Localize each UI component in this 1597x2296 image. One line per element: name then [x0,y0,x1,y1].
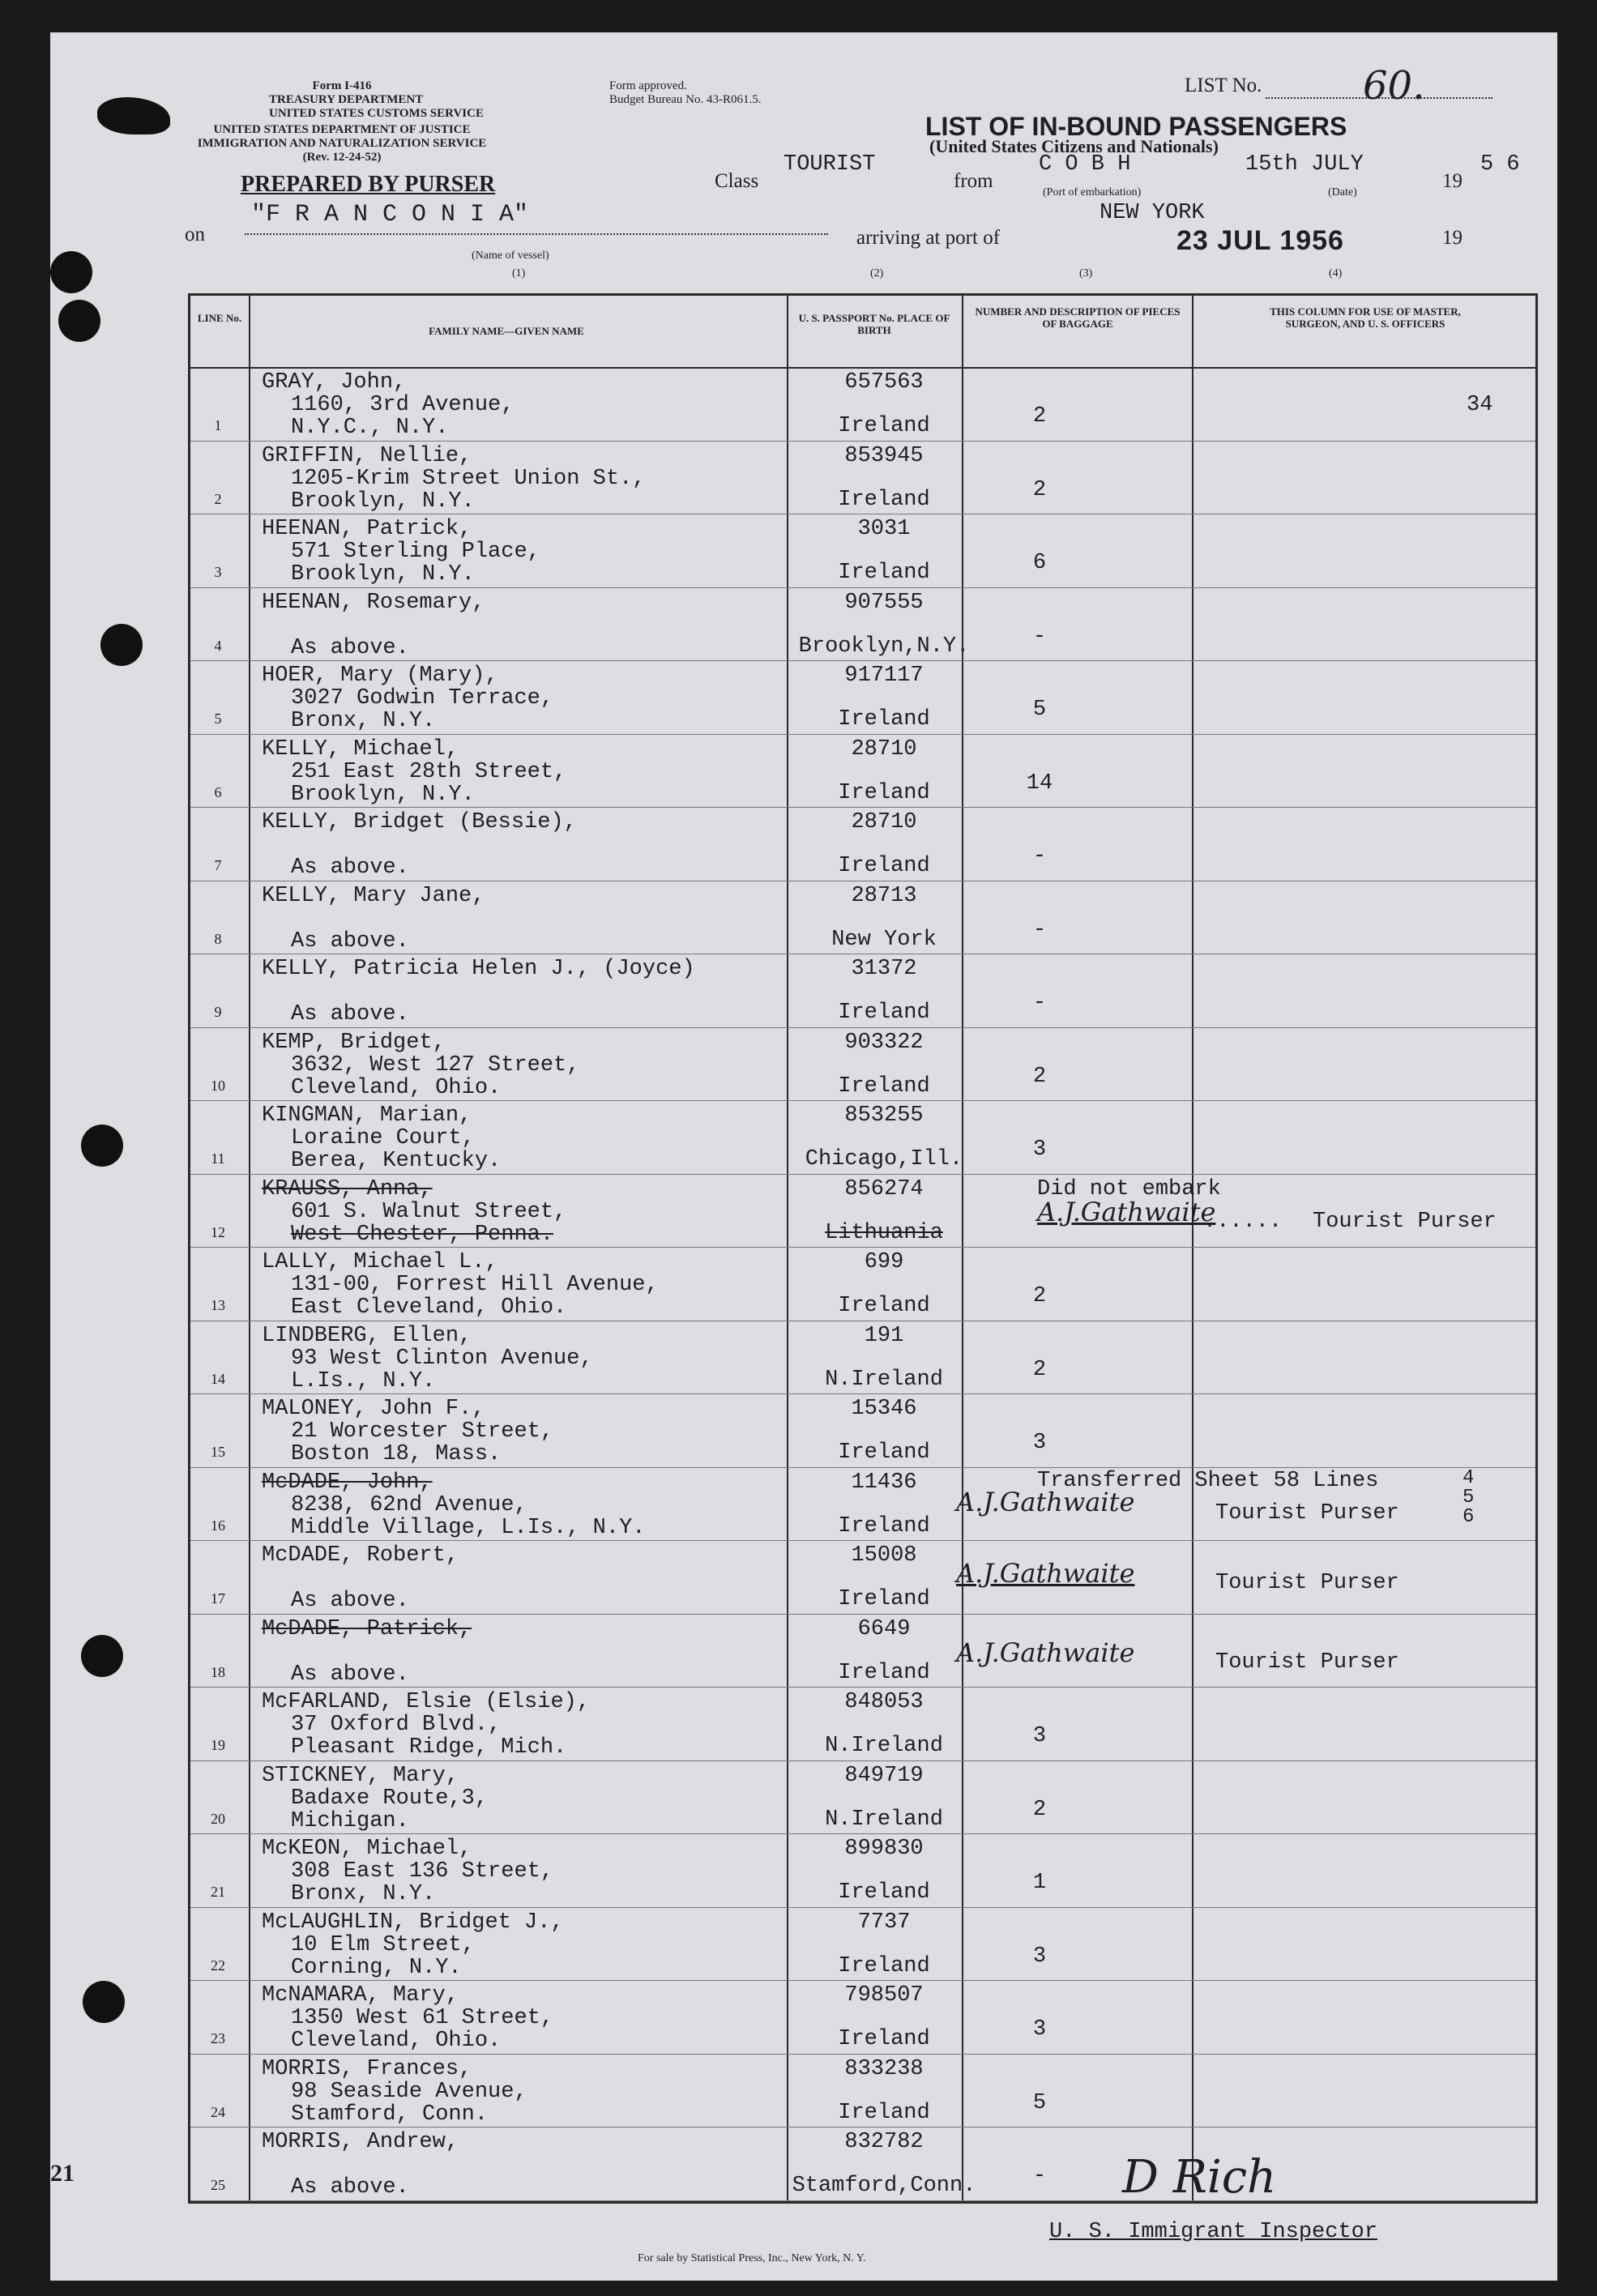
officer-count: 34 [1467,393,1493,417]
passenger-name: KELLY, Bridget (Bessie), [262,810,577,834]
passenger-address: 8238, 62nd Avenue, [291,1492,527,1517]
passenger-name: MALONEY, John F., [262,1397,485,1421]
col-header-line: LINE No. [197,312,242,324]
passenger-name: KELLY, Michael, [262,736,459,762]
line-number: 4 [214,637,222,654]
passenger-address: 601 S. Walnut Street, [291,1199,567,1224]
passenger-city: Cleveland, Ohio. [291,1075,502,1100]
line-number: 9 [214,1004,222,1020]
date-caption: (Date) [1328,186,1357,198]
place-of-birth: N.Ireland [825,1807,943,1832]
place-of-birth: Brooklyn,N.Y. [798,634,970,659]
col-num-3: (3) [1079,267,1093,280]
line-number: 24 [211,2103,225,2120]
purser-signature: A.J.Gathwaite [956,1637,1135,1668]
place-of-birth: Ireland [838,854,930,878]
passenger-address: 37 Oxford Blvd., [291,1713,502,1737]
passenger-name: McKEON, Michael, [262,1837,472,1861]
list-no-label: LIST No. [1185,75,1262,96]
passenger-address: 131-00, Forrest Hill Avenue, [291,1273,659,1297]
treasury-dept: TREASURY DEPARTMENT [269,93,424,106]
col-num-1: (1) [512,267,526,280]
passenger-city: Boston 18, Mass. [291,1442,502,1466]
line-number: 8 [214,930,222,947]
passenger-name: LINDBERG, Ellen, [262,1323,472,1348]
passenger-address: 1160, 3rd Avenue, [291,393,515,417]
row-divider [190,1247,1535,1248]
line-number: 13 [211,1297,225,1313]
line-number: 15 [211,1444,225,1460]
passenger-city: Brooklyn, N.Y. [291,782,475,807]
passport-number: 7737 [857,1910,911,1935]
line-number: 2 [214,490,222,507]
form-approved: Form approved. [609,79,687,92]
place-of-birth: Ireland [838,2027,930,2051]
passport-number: 28710 [851,736,917,762]
passenger-city: As above. [291,1662,409,1687]
class-value: TOURIST [784,152,876,177]
baggage-count: 5 [1032,2090,1047,2115]
row-divider [190,1540,1535,1541]
passenger-address: Loraine Court, [291,1126,475,1150]
place-of-birth: Ireland [838,1294,930,1318]
row-divider [190,734,1535,735]
passenger-city: As above. [291,635,409,660]
passenger-name: McNAMARA, Mary, [262,1983,459,2008]
passenger-name: LALLY, Michael L., [262,1250,498,1274]
printer-footer: For sale by Statistical Press, Inc., New York, N. Y. [638,2252,866,2264]
binder-hole [83,1981,125,2023]
baggage-count: - [1032,917,1047,942]
place-of-birth: Ireland [838,1440,930,1465]
passport-number: 699 [864,1250,904,1274]
passenger-city: Cleveland, Ohio. [291,2029,502,2053]
passenger-name: KELLY, Mary Jane, [262,883,485,908]
passenger-name: HEENAN, Patrick, [262,517,472,541]
passenger-city: As above. [291,928,409,954]
passport-number: 848053 [844,1690,924,1714]
row-divider [190,1027,1535,1028]
passenger-city: Berea, Kentucky. [291,1149,502,1173]
passport-number: 657563 [844,370,924,395]
vessel-line [245,233,828,235]
place-of-birth: N.Ireland [825,1734,943,1758]
line-number: 12 [211,1223,225,1240]
inspector-signature: D Rich [1122,2151,1277,2204]
arrival-year-prefix: 19 [1442,227,1462,249]
tourist-purser-label: Tourist Purser [1215,1501,1399,1526]
passenger-address: 21 Worcester Street, [291,1419,554,1444]
purser-signature: A.J.Gathwaite [956,1558,1135,1589]
passenger-table [188,293,1538,2204]
passenger-name: KRAUSS, Anna, [262,1176,433,1201]
arriving-label: arriving at port of [856,227,1001,249]
on-label: on [185,224,205,245]
passenger-city: L.Is., N.Y. [291,1368,436,1393]
baggage-count: 3 [1032,1944,1047,1969]
binder-hole [81,1125,123,1167]
passenger-name: McDADE, John, [262,1470,433,1495]
line-number: 21 [211,1884,225,1900]
place-of-birth: N.Ireland [825,1367,943,1392]
passenger-address: 1350 West 61 Street, [291,2006,554,2030]
passenger-name: MORRIS, Andrew, [262,2130,459,2154]
transfer-line: 6 [1462,1506,1475,1528]
from-label: from [954,170,993,192]
place-of-birth: New York [831,927,937,952]
place-of-birth: Ireland [838,487,930,512]
place-of-birth: Chicago,Ill. [805,1147,963,1171]
baggage-count: 2 [1032,1357,1047,1382]
justice-dept: UNITED STATES DEPARTMENT OF JUSTICE [213,123,471,136]
passport-number: 15346 [851,1397,917,1421]
passenger-name: GRIFFIN, Nellie, [262,443,472,468]
year-prefix: 19 [1442,170,1462,192]
line-number: 11 [211,1150,225,1167]
passenger-name: KINGMAN, Marian, [262,1103,472,1128]
passenger-name: STICKNEY, Mary, [262,1763,459,1788]
transfer-lines [1462,1469,1474,1527]
passport-number: 798507 [844,1983,924,2008]
purser-signature: A.J.Gathwaite [1037,1197,1216,1227]
col-divider [1192,296,1193,2201]
passenger-city: As above. [291,856,409,880]
place-of-birth: Ireland [838,1073,930,1099]
passenger-address: 251 East 28th Street, [291,759,567,784]
passport-number: 899830 [844,1837,924,1861]
passenger-address: 1205-Krim Street Union St., [291,466,646,491]
passenger-city: Corning, N.Y. [291,1955,462,1980]
passenger-address: 98 Seaside Avenue, [291,2079,527,2104]
baggage-count: 14 [1026,770,1053,796]
passenger-name: KELLY, Patricia Helen J., (Joyce) [262,957,695,981]
place-of-birth: Ireland [838,1660,930,1685]
passport-number: 28713 [851,883,917,908]
row-divider [190,441,1535,442]
line-number: 16 [211,1517,225,1534]
line-number: 3 [214,564,222,580]
baggage-count: 6 [1032,551,1047,575]
passenger-address: 3632, West 127 Street, [291,1052,580,1078]
line-number: 19 [211,1737,225,1753]
baggage-count: 3 [1032,2017,1047,2042]
form-number: Form I-416 [312,79,372,92]
passenger-address: 93 West Clinton Avenue, [291,1346,593,1371]
baggage-count: - [1032,844,1047,868]
prepared-by: PREPARED BY PURSER [241,172,496,197]
row-divider [190,1614,1535,1615]
passport-number: 833238 [844,2056,924,2081]
passenger-address: 10 Elm Street, [291,1932,475,1957]
row-divider [190,1393,1535,1394]
passenger-name: McDADE, Robert, [262,1543,459,1568]
baggage-count: - [1032,2164,1047,2188]
place-of-birth: Stamford,Conn. [792,2174,976,2198]
tourist-purser-label: Tourist Purser [1215,1650,1399,1675]
col-header-name: FAMILY NAME—GIVEN NAME [429,325,584,337]
embarkation-date: 15th JULY [1245,152,1364,177]
passenger-city: As above. [291,2175,409,2200]
baggage-count: 2 [1032,404,1047,429]
baggage-count: 2 [1032,477,1047,502]
row-divider [190,1980,1535,1981]
baggage-count: 3 [1032,1431,1047,1455]
row-divider [190,807,1535,808]
row-divider [190,1687,1535,1688]
passport-number: 11436 [851,1470,917,1495]
passenger-city: Bronx, N.Y. [291,709,436,733]
row-divider [190,1100,1535,1101]
tourist-purser-label: Tourist Purser [1313,1210,1497,1234]
place-of-birth: Ireland [838,1001,930,1025]
place-of-birth: Ireland [838,1587,930,1611]
revision-date: (Rev. 12-24-52) [302,151,382,164]
justice-block [196,123,488,164]
col-num-4: (4) [1329,267,1343,280]
col-num-2: (2) [870,267,884,280]
binder-hole [81,1635,123,1677]
line-number: 22 [211,1957,225,1974]
passport-number: 907555 [844,590,924,615]
baggage-count: 1 [1032,1871,1047,1895]
passenger-city: East Cleveland, Ohio. [291,1295,567,1320]
place-of-birth: Ireland [838,780,930,805]
line-number: 18 [211,1663,225,1680]
passport-number: 853255 [844,1103,924,1128]
customs-service: UNITED STATES CUSTOMS SERVICE [269,107,484,120]
passport-number: 3031 [857,517,911,541]
line-number: 5 [214,711,222,727]
col-header-baggage: NUMBER AND DESCRIPTION OF PIECES OF BAGGAGE [975,305,1181,330]
line-number: 14 [211,1370,225,1387]
baggage-count: 3 [1032,1137,1047,1162]
binder-hole [100,624,143,666]
passport-number: 15008 [851,1543,917,1568]
row-divider [190,2200,1535,2201]
passenger-address: Badaxe Route,3, [291,1786,489,1811]
passenger-name: KEMP, Bridget, [262,1030,446,1055]
purser-dots: ...... [1203,1210,1283,1234]
line-number: 7 [214,857,222,873]
row-divider [190,660,1535,661]
place-of-birth: Ireland [838,561,930,585]
transfer-line: 5 [1462,1487,1475,1509]
passenger-name: GRAY, John, [262,370,407,395]
passenger-address: 308 East 136 Street, [291,1859,554,1884]
binder-hole [58,300,100,342]
passport-number: 856274 [844,1176,924,1201]
place-of-birth: Ireland [838,1513,930,1538]
line-number: 25 [211,2177,225,2193]
arrival-port: NEW YORK [1100,201,1205,225]
vessel-name: "F R A N C O N I A" [251,201,529,228]
col-divider [249,296,250,2201]
passenger-name: McLAUGHLIN, Bridget J., [262,1910,564,1935]
budget-bureau: Budget Bureau No. 43-R061.5. [609,93,762,106]
passenger-address: 571 Sterling Place, [291,540,540,564]
passport-number: 28710 [851,810,917,834]
place-of-birth: Ireland [838,707,930,732]
passenger-city: Brooklyn, N.Y. [291,562,475,587]
form-subtitle: (United States Citizens and Nationals) [929,136,1219,156]
row-divider [190,1833,1535,1834]
arrival-date-stamp: 23 JUL 1956 [1176,225,1344,256]
line-number: 6 [214,783,222,800]
passenger-city: Michigan. [291,1808,409,1833]
line-number: 10 [211,1077,225,1094]
header-divider [190,367,1535,369]
passport-number: 832782 [844,2130,924,2154]
line-number: 23 [211,2030,225,2046]
passenger-city: Middle Village, L.Is., N.Y. [291,1515,646,1540]
vessel-caption: (Name of vessel) [472,250,549,262]
tourist-purser-label: Tourist Purser [1215,1571,1399,1595]
row-divider [190,1760,1535,1761]
passenger-city: Bronx, N.Y. [291,1882,436,1906]
passenger-city: As above. [291,1002,409,1026]
class-label: Class [715,170,759,192]
passport-number: 6649 [857,1616,911,1641]
place-of-birth: Lithuania [825,1220,943,1245]
passenger-name: HOER, Mary (Mary), [262,664,498,688]
place-of-birth: Ireland [838,1953,930,1978]
baggage-count: 5 [1032,698,1047,722]
form-number-block [269,79,484,121]
embarkation-caption: (Port of embarkation) [1043,186,1142,198]
margin-mark: 21 [50,2160,75,2187]
form-title: LIST OF IN-BOUND PASSENGERS [925,112,1347,141]
inspector-title: U. S. Immigrant Inspector [1049,2220,1378,2244]
did-not-embark-note: Did not embark [1037,1177,1221,1201]
baggage-count: 3 [1032,1724,1047,1748]
row-divider [190,1174,1535,1175]
baggage-count: 2 [1032,1064,1047,1089]
passenger-city: Pleasant Ridge, Mich. [291,1735,567,1760]
ins-service: IMMIGRATION AND NATURALIZATION SERVICE [197,137,487,150]
place-of-birth: Ireland [838,414,930,438]
passenger-city: Stamford, Conn. [291,2102,489,2127]
line-number: 1 [214,417,222,433]
purser-signature: A.J.Gathwaite [956,1487,1135,1517]
baggage-count: 2 [1032,1284,1047,1308]
passenger-city: West Chester, Penna. [291,1222,554,1247]
passport-number: 853945 [844,443,924,468]
col-header-officers: THIS COLUMN FOR USE OF MASTER, SURGEON, AND U. S. OFFICERS [1270,305,1461,330]
row-divider [190,587,1535,588]
ink-blot [97,97,170,134]
transferred-note: Transferred Sheet 58 Lines [1037,1469,1379,1493]
binder-hole [50,251,92,293]
passenger-city: N.Y.C., N.Y. [291,416,449,440]
passport-number: 31372 [851,957,917,981]
row-divider [190,1467,1535,1468]
place-of-birth: Ireland [838,2100,930,2125]
passenger-address: 3027 Godwin Terrace, [291,686,554,711]
passenger-city: As above. [291,1589,409,1613]
line-number: 20 [211,1810,225,1827]
baggage-count: - [1032,991,1047,1015]
passenger-city: Brooklyn, N.Y. [291,489,475,514]
baggage-count: - [1032,624,1047,649]
col-header-passport: U. S. PASSPORT No. PLACE OF BIRTH [798,312,950,336]
passport-number: 191 [864,1323,904,1348]
baggage-count: 2 [1032,1797,1047,1822]
place-of-birth: Ireland [838,1880,930,1905]
row-divider [190,2054,1535,2055]
line-number: 17 [211,1590,225,1607]
approval-block [609,79,761,107]
passenger-name: MORRIS, Frances, [262,2056,472,2081]
passport-number: 903322 [844,1030,924,1055]
passenger-name: HEENAN, Rosemary, [262,590,485,615]
list-no-value: 60. [1363,63,1425,109]
passport-number: 849719 [844,1763,924,1788]
passenger-name: McDADE, Patrick, [262,1616,472,1641]
passport-number: 917117 [844,664,924,688]
year-suffix: 5 6 [1480,152,1520,177]
row-divider [190,1907,1535,1908]
embarkation-port: C O B H [1039,152,1131,177]
passenger-name: McFARLAND, Elsie (Elsie), [262,1690,591,1714]
transfer-line: 4 [1462,1467,1475,1489]
